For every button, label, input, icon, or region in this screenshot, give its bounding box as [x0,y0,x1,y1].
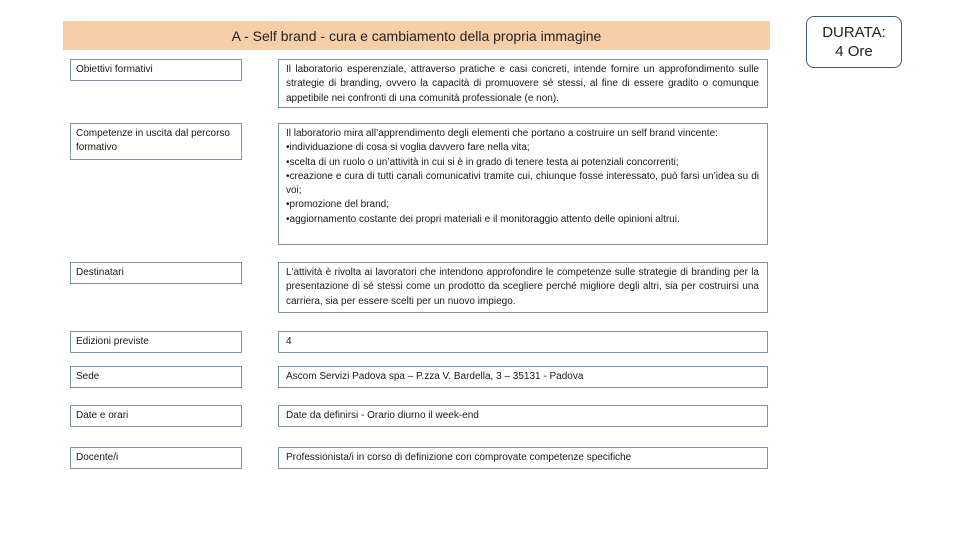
label-sede [70,366,242,388]
label-docente-text: Docente/i [76,451,119,463]
bullet-icon: • [286,156,290,168]
list-item: •aggiornamento costante dei propri materiali e il monitoraggio attento delle opinioni altrui. [286,213,680,225]
label-destinatari-text: Destinatari [76,267,124,278]
value-date-text: Date da definirsi - Orario diurno il week-end [286,409,479,421]
duration-value: 4 Ore [835,43,873,60]
value-edizioni [278,331,768,353]
value-destinatari [278,262,768,313]
page-title: A - Self brand - cura e cambiamento della propria immagine [231,27,602,44]
label-date [70,405,242,427]
list-item: •creazione e cura di tutti canali comunicativi tramite cui, chiunque fosse interessato, può farsi un’idea su di voi; [286,170,759,197]
label-destinatari [70,262,242,284]
label-date-text: Date e orari [76,409,129,421]
value-destinatari-text: L'attività è rivolta ai lavoratori che intendono approfondire le competenze sulle strategie di branding per la presentazione di sé stessi come un prodotto da scegliere perché migliore degli altri, sia per costruirsi una carriera, sia per essere scelti per un nuovo impiego. [286,267,759,307]
value-competenze [278,123,768,245]
value-edizioni-text: 4 [286,335,292,347]
label-obiettivi-text: Obiettivi formativi [76,64,153,75]
bullet-icon: • [286,142,290,154]
value-sede [278,366,768,388]
duration-label: DURATA: [822,24,886,41]
value-sede-text: Ascom Servizi Padova spa – P.zza V. Bardella, 3 – 35131 - Padova [286,370,584,382]
value-date [278,405,768,427]
competenze-list [286,141,759,227]
bullet-icon: • [286,213,290,225]
list-item: •individuazione di cosa si voglia davvero fare nella vita; [286,142,530,154]
label-edizioni [70,331,242,353]
bullet-icon: • [286,199,290,211]
label-competenze [70,123,242,160]
value-obiettivi [278,59,768,108]
duration-badge [806,16,902,68]
value-docente [278,447,768,469]
list-item: •promozione del brand; [286,199,390,211]
value-docente-text: Professionista/i in corso di definizione con comprovate competenze specifiche [286,451,632,463]
label-competenze-text: Competenze in uscita dal percorso formativo [76,128,230,154]
list-item: •scelta di un ruolo o un’attività in cui si è in grado di tenere testa ai potenziali concorrenti; [286,156,679,168]
value-obiettivi-text: Il laboratorio esperenziale, attraverso pratiche e casi concreti, intende fornire un approfondimento sulle strategie di branding, ovvero la capacità di promuovere sé stessi, al fine di essere gradito o comunque appetibile nei confronti di una comunità professionale (e non). [286,64,759,104]
bullet-icon: • [286,170,290,182]
label-docente [70,447,242,469]
label-sede-text: Sede [76,370,100,382]
title-bar [63,21,770,50]
label-edizioni-text: Edizioni previste [76,335,149,347]
competenze-intro: Il laboratorio mira all’apprendimento degli elementi che portano a costruire un self brand vincente: [286,128,718,139]
label-obiettivi [70,59,242,81]
